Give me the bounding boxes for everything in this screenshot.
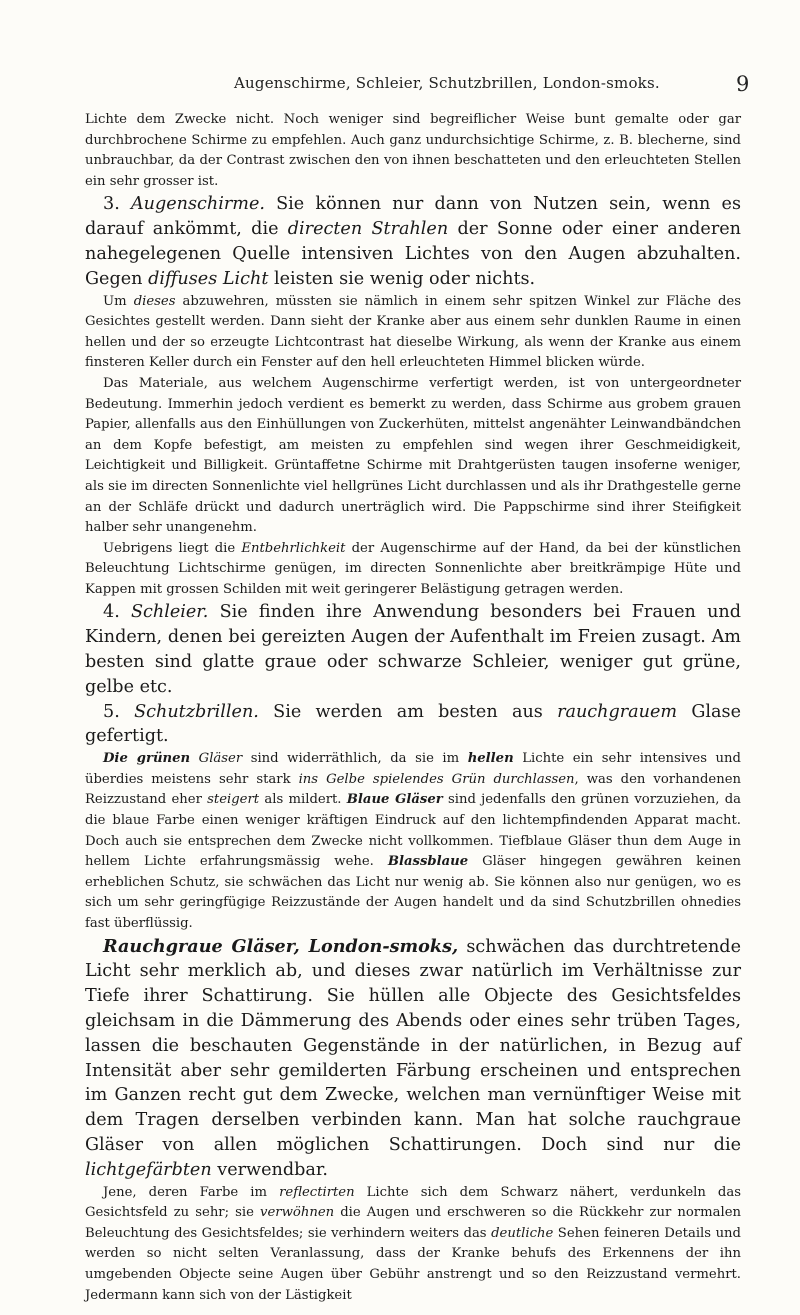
page-body: [85, 110, 741, 1306]
paragraph-diffuses-licht: Um dieses abzuwehren, müssten sie nämlich in einem sehr spitzen Winkel zur Fläche des Gesichtes gestellt werden. Dann sieht der Kranke aber aus einem sehr dunklen Raume in einen hellen und der so erzeugte Lichtcontrast hat dieselbe Wirkung, als wenn der Kranke aus einem finsteren Keller durch ein Fenster auf den hell erleuchteten Himmel blicken würde.: [85, 293, 742, 371]
paragraph-schutzbrillen: 5. Schutzbrillen. Sie werden am besten aus rauchgrauem Glase gefertigt.: [85, 701, 741, 747]
paragraph-intro: Lichte dem Zwecke nicht. Noch weniger sind begreiflicher Weise bunt gemalte oder gar durchbrochene Schirme zu empfehlen. Auch ganz undurchsichtige Schirme, z. B. blecherne, sind unbrauchbar, da der Contrast zwischen den von ihnen beschatteten und den erleuchteten Stellen ein sehr grosser ist.: [85, 112, 741, 189]
paragraph-schleier: 4. Schleier. Sie finden ihre Anwendung besonders bei Frauen und Kindern, denen bei gereizten Augen der Aufenthalt im Freien zusagt. Am besten sind glatte graue oder schwarze Schleier, weniger gut grüne, gelbe etc.: [85, 602, 741, 697]
page-number: 9: [736, 72, 750, 96]
paragraph-rauchgraue: Rauchgraue Gläser, London-smoks, schwächen das durchtretende Licht sehr merklich ab, und dieses zwar natürlich im Verhältnisse zur Tiefe ihrer Schattirung. Sie hüllen alle Objecte des Gesichtsfeldes gleichsam in die Dämmerung des Abends oder eines sehr trüben Tages, lassen die beschauten Gegenstände in der natürlichen, in Bezug auf Intensität aber sehr gemilderten Färbung erscheinen und entsprechen im Ganzen recht gut dem Zwecke, welchen man vernünftiger Weise mit dem Tragen derselben verbinden kann. Man hat solche rauchgraue Gläser von allen möglichen Schattirungen. Doch sind nur die lichtgefärbten verwendbar.: [85, 935, 741, 1180]
running-head: Augenschirme, Schleier, Schutzbrillen, London-smoks.: [234, 74, 660, 92]
paragraph-materiale: Das Materiale, aus welchem Augenschirme verfertigt werden, ist von untergeordneter Bedeutung. Immerhin jedoch verdient es bemerkt zu werden, dass Schirme aus grobem grauen Papier, allenfalls aus den Einhüllungen von Zuckerhüten, mittelst angenähter Leinwandbändchen an dem Kopfe befestigt, am meisten zu empfehlen sind wegen ihrer Geschmeidigkeit, Leichtigkeit und Billigkeit. Grüntaffetne Schirme mit Drahtgerüsten taugen insoferne weniger, als sie im directen Sonnenlichte viel hellgrünes Licht durchlassen und als ihr Drathgestelle gerne an der Schläfe drückt und dadurch unerträglich wird. Die Pappschirme sind ihrer Steifigkeit halber sehr unangenehm.: [85, 375, 741, 536]
paragraph-reflectirten: Jene, deren Farbe im reflectirten Lichte sich dem Schwarz nähert, verdunkeln das Gesichtsfeld zu sehr; sie verwöhnen die Augen und erschweren so die Rückkehr zur normalen Beleuchtung des Gesichtsfeldes; sie verhindern weiters das deutliche Sehen feineren Details und werden so nicht selten Veranlassung, dass der Kranke behufs des Erkennens der ihn umgebenden Objecte seine Augen über Gebühr anstrengt und so den Reizzustand vermehrt. Jedermann kann sich von der Lästigkeit: [85, 1184, 741, 1303]
paragraph-entbehrlichkeit: Uebrigens liegt die Entbehrlichkeit der Augenschirme auf der Hand, da bei der künstlichen Beleuchtung Lichtschirme genügen, im directen Sonnenlichte aber breitkrämpige Hüte und Kappen mit grossen Schilden mit weit geringerer Belästigung getragen werden.: [85, 540, 741, 597]
paragraph-glaeser: Die grünen Gläser sind widerräthlich, da sie im hellen Lichte ein sehr intensives und überdies meistens sehr stark ins Gelbe spielendes Grün durchlassen, was den vorhandenen Reizzustand eher steigert als mildert. Blaue Gläser sind jedenfalls den grünen vorzuziehen, da die blaue Farbe einen weniger kräftigen Eindruck auf den lichtempfindenden Apparat macht. Doch auch sie entsprechen dem Zwecke nicht vollkommen. Tiefblaue Gläser thun dem Auge in hellem Lichte erfahrungsmässig wehe. Blassblaue Gläser hingegen gewähren keinen erheblichen Schutz, sie schwächen das Licht nur wenig ab. Sie können also nur genügen, wo es sich um sehr geringfügige Reizzustände der Augen handelt und da sind Schutzbrillen ohnedies fast überflüssig.: [85, 751, 741, 931]
paragraph-augenschirme: 3. Augenschirme. Sie können nur dann von Nutzen sein, wenn es darauf ankömmt, die directen Strahlen der Sonne oder einer anderen nahegelegenen Quelle intensiven Lichtes von den Augen abzuhalten. Gegen diffuses Licht leisten sie wenig oder nichts.: [85, 194, 741, 289]
